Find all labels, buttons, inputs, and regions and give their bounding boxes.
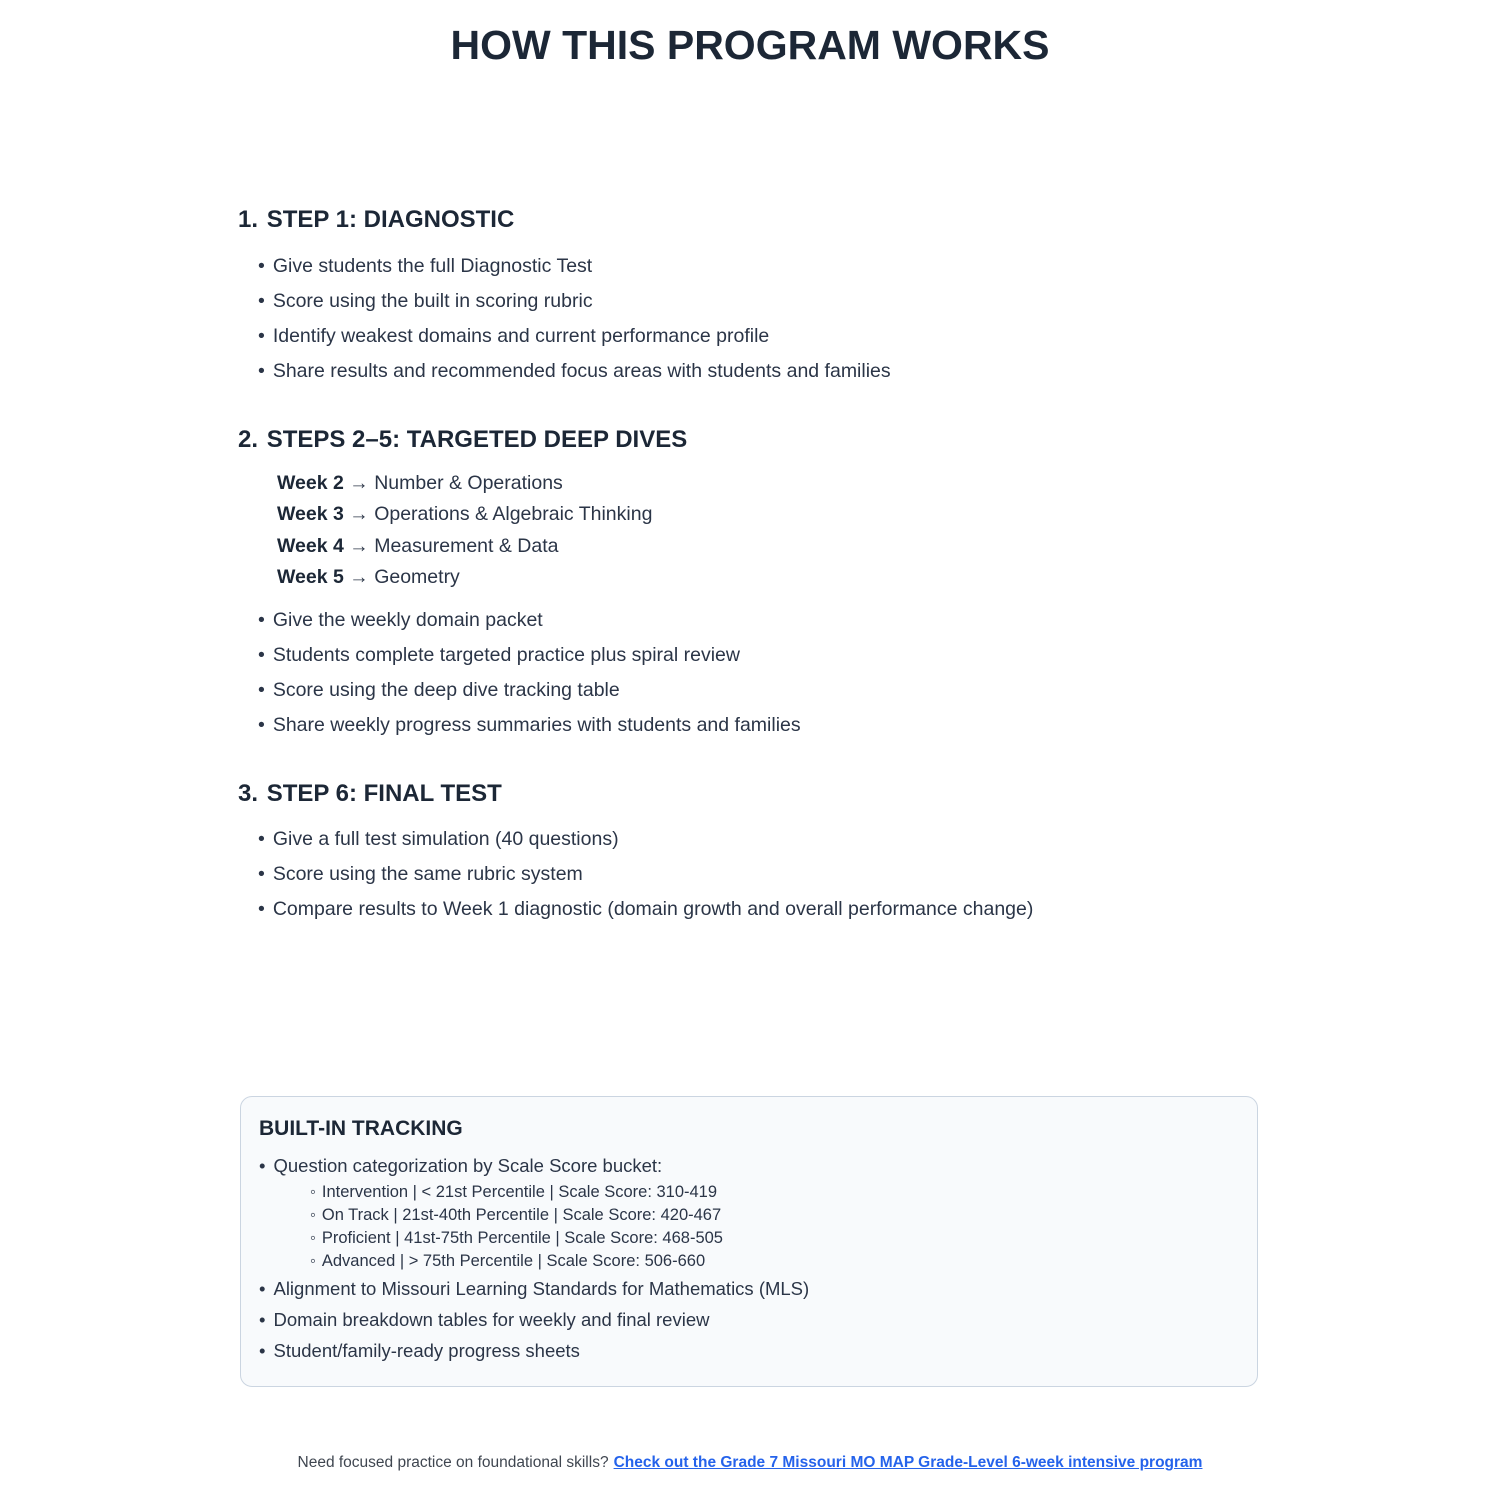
program-section xyxy=(238,426,1268,743)
section-heading-text: STEPS 2–5: TARGETED DEEP DIVES xyxy=(266,425,688,453)
section-heading xyxy=(238,426,1268,455)
arrow-right-icon: → xyxy=(343,534,375,557)
arrow-right-icon: → xyxy=(343,471,375,494)
bullet-list xyxy=(238,603,1268,743)
footer xyxy=(0,1454,1500,1472)
section-heading xyxy=(238,780,1268,809)
tracking-box-heading: BUILT-IN TRACKING xyxy=(259,1117,463,1141)
list-item-text: Score using the built in scoring rubric xyxy=(272,289,593,312)
week-row xyxy=(277,562,1268,594)
list-item-text: Proficient | 41st-75th Percentile | Scale Score: 468-505 xyxy=(321,1229,723,1248)
list-item-text: Score using the same rubric system xyxy=(272,863,583,886)
week-row xyxy=(277,468,1268,500)
list-item-text: Advanced | > 75th Percentile | Scale Score: 506-660 xyxy=(321,1252,706,1271)
bullet-icon: • xyxy=(259,1309,266,1331)
list-item xyxy=(310,1250,1239,1273)
bullet-icon: • xyxy=(258,713,265,736)
list-item-text: Score using the deep dive tracking table xyxy=(272,678,620,701)
footer-prefix: Need focused practice on foundational skills? xyxy=(297,1454,609,1472)
sub-bullet-icon: ◦ xyxy=(310,1252,316,1271)
list-item-text: Intervention | < 21st Percentile | Scale Score: 310-419 xyxy=(321,1183,718,1202)
week-label: Week 3 xyxy=(277,503,344,526)
week-row xyxy=(277,499,1268,531)
list-item-text: Question categorization by Scale Score bucket: xyxy=(273,1155,663,1177)
program-section xyxy=(238,780,1268,928)
list-item xyxy=(310,1181,1239,1204)
list-item xyxy=(259,1273,1239,1304)
week-row xyxy=(277,531,1268,563)
list-item xyxy=(258,249,1268,284)
list-item-text: Identify weakest domains and current performance profile xyxy=(272,324,770,347)
page-title: HOW THIS PROGRAM WORKS xyxy=(450,22,1050,68)
list-item xyxy=(258,708,1268,743)
list-item-text: Domain breakdown tables for weekly and final review xyxy=(273,1309,710,1331)
sub-bullet-list xyxy=(290,1181,1239,1273)
bullet-list xyxy=(238,822,1268,927)
list-item xyxy=(258,822,1268,857)
week-label: Week 5 xyxy=(277,566,344,589)
section-number: 1. xyxy=(238,206,259,233)
list-item xyxy=(258,354,1268,389)
content xyxy=(238,206,1268,1387)
bullet-icon: • xyxy=(259,1155,266,1177)
arrow-right-icon: → xyxy=(343,503,375,526)
tracking-items xyxy=(259,1150,1239,1366)
program-section xyxy=(238,206,1268,389)
list-item xyxy=(310,1227,1239,1250)
bullet-list xyxy=(238,249,1268,389)
list-item-text: Student/family-ready progress sheets xyxy=(273,1340,580,1362)
list-item xyxy=(310,1204,1239,1227)
week-topic: Measurement & Data xyxy=(374,534,559,557)
list-item xyxy=(258,673,1268,708)
bullet-icon: • xyxy=(258,254,265,277)
bullet-icon: • xyxy=(259,1278,266,1300)
week-topic: Geometry xyxy=(374,566,460,589)
section-heading-text: STEP 6: FINAL TEST xyxy=(266,779,502,807)
section-heading-text: STEP 1: DIAGNOSTIC xyxy=(266,206,515,233)
bullet-icon: • xyxy=(258,324,265,347)
week-label: Week 4 xyxy=(277,534,344,557)
section-number: 2. xyxy=(238,425,259,453)
list-item-text: On Track | 21st-40th Percentile | Scale Score: 420-467 xyxy=(321,1206,722,1225)
week-label: Week 2 xyxy=(277,471,344,494)
sub-bullet-icon: ◦ xyxy=(310,1206,316,1225)
list-item xyxy=(259,1304,1239,1335)
section-heading xyxy=(238,206,1268,235)
list-item xyxy=(258,638,1268,673)
bullet-icon: • xyxy=(258,359,265,382)
sub-bullet-icon: ◦ xyxy=(310,1183,316,1202)
tracking-box xyxy=(240,1096,1258,1387)
bullet-icon: • xyxy=(258,863,265,886)
list-item xyxy=(258,603,1268,638)
bullet-icon: • xyxy=(258,289,265,312)
bullet-icon: • xyxy=(258,828,265,851)
list-item-text: Share results and recommended focus areas with students and families xyxy=(272,359,891,382)
list-item xyxy=(258,857,1268,892)
week-topic: Number & Operations xyxy=(374,471,563,494)
bullet-icon: • xyxy=(258,678,265,701)
list-item-text: Give a full test simulation (40 questions) xyxy=(272,828,619,851)
list-item xyxy=(259,1335,1239,1366)
list-item-text: Alignment to Missouri Learning Standards for Mathematics (MLS) xyxy=(273,1278,810,1300)
bullet-icon: • xyxy=(259,1340,266,1362)
list-item xyxy=(259,1150,1239,1181)
list-item-text: Give the weekly domain packet xyxy=(272,608,543,631)
list-item xyxy=(258,892,1268,927)
bullet-icon: • xyxy=(258,608,265,631)
list-item xyxy=(258,284,1268,319)
section-number: 3. xyxy=(238,779,259,807)
tracking-list xyxy=(259,1150,1239,1366)
sub-bullet-icon: ◦ xyxy=(310,1229,316,1248)
footer-link[interactable]: Check out the Grade 7 Missouri MO MAP Grade-Level 6-week intensive program xyxy=(613,1454,1203,1472)
week-list xyxy=(277,468,1268,594)
week-topic: Operations & Algebraic Thinking xyxy=(374,503,653,526)
arrow-right-icon: → xyxy=(343,566,375,589)
list-item-text: Give students the full Diagnostic Test xyxy=(272,254,593,277)
sections xyxy=(238,206,1268,927)
list-item-text: Compare results to Week 1 diagnostic (domain growth and overall performance change) xyxy=(272,898,1034,921)
bullet-icon: • xyxy=(258,898,265,921)
list-item-text: Students complete targeted practice plus spiral review xyxy=(272,643,740,666)
sub-list-wrap xyxy=(259,1181,1239,1273)
list-item xyxy=(258,319,1268,354)
bullet-icon: • xyxy=(258,643,265,666)
list-item-text: Share weekly progress summaries with students and families xyxy=(272,713,801,736)
